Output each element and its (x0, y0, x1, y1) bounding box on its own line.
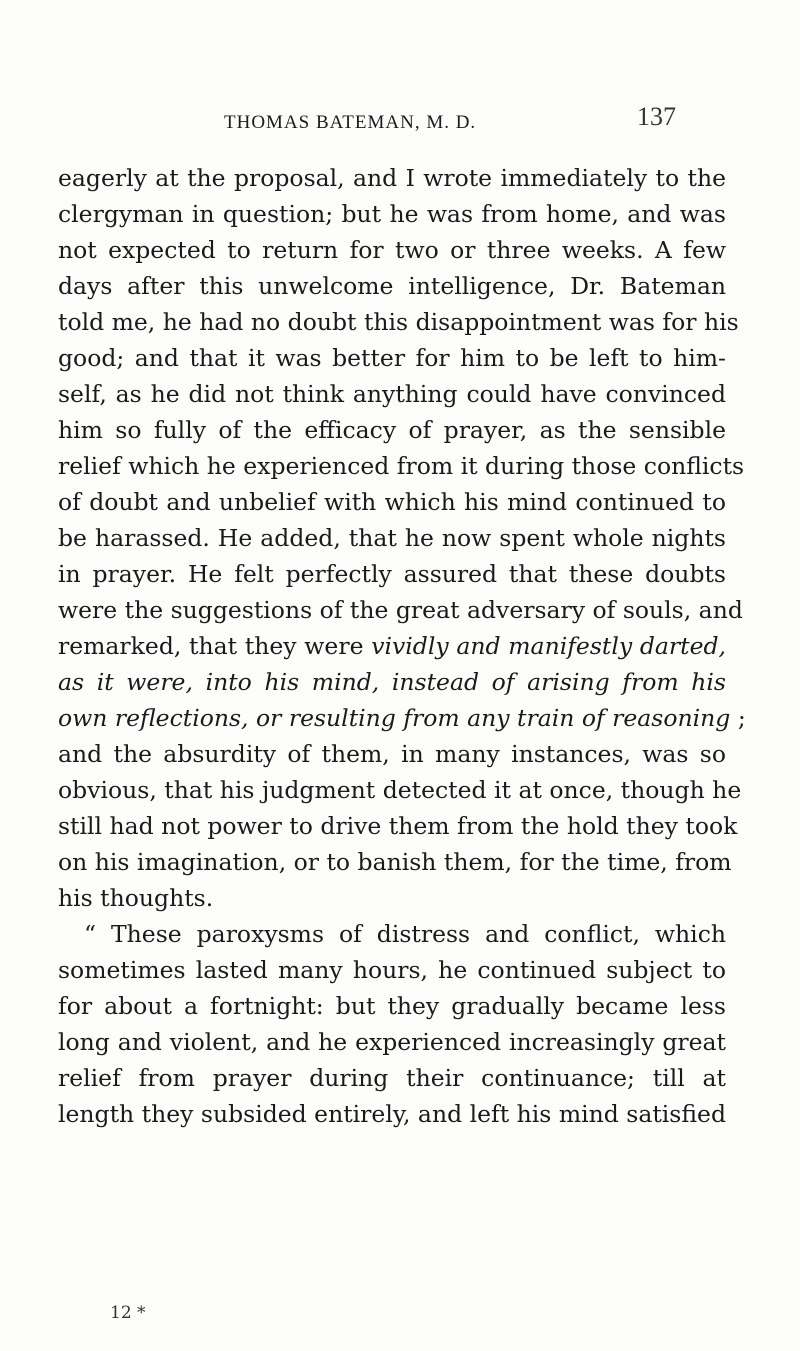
text-line-italic (58, 664, 726, 700)
text-line: relief which he experienced from it during those conflicts (58, 452, 745, 480)
italic-segment: vividly and manifestly darted, (371, 632, 726, 660)
text-line: long and violent, and he experienced increasingly great (58, 1028, 726, 1056)
text-line: told me, he had no doubt this disappointment was for his (58, 308, 739, 336)
text-line: him so fully of the efficacy of prayer, as the sensible (58, 416, 726, 444)
text-line: obvious, that his judgment detected it at once, though he (58, 776, 742, 804)
text-line: on his imagination, or to banish them, for the time, from (58, 848, 732, 876)
text-line: not expected to return for two or three weeks. A few (58, 236, 726, 264)
text-line: sometimes lasted many hours, he continued subject to (58, 956, 726, 984)
signature-mark: 12 * (110, 1303, 146, 1323)
text-line: be harassed. He added, that he now spent whole nights (58, 524, 726, 552)
italic-segment: own reflections, or resulting from any train of reasoning (58, 704, 731, 732)
text-line-mixed (58, 700, 746, 736)
text-line: of doubt and unbelief with which his mind continued to (58, 488, 726, 516)
page-number: 137 (637, 102, 676, 131)
text-line: length they subsided entirely, and left his mind satisfied (58, 1100, 726, 1128)
body-text (58, 160, 746, 1132)
running-header: THOMAS BATEMAN, M. D. (224, 112, 477, 133)
text-line-mixed (58, 628, 726, 664)
text-segment: remarked, that they were (58, 632, 372, 660)
text-line: still had not power to drive them from the hold they took (58, 812, 738, 840)
text-line: in prayer. He felt perfectly assured that these doubts (58, 560, 726, 588)
text-line: for about a fortnight: but they gradually became less (58, 992, 726, 1020)
text-line: his thoughts. (58, 884, 214, 912)
text-line: were the suggestions of the great adversary of souls, and (58, 596, 743, 624)
text-line: and the absurdity of them, in many instances, was so (58, 740, 726, 768)
text-line: “ These paroxysms of distress and conflict, which (84, 920, 726, 948)
text-line: clergyman in question; but he was from home, and was (58, 200, 726, 228)
italic-segment: as it were, into his mind, instead of arising from his (58, 668, 726, 696)
text-segment: ; (730, 704, 746, 732)
text-line: eagerly at the proposal, and I wrote immediately to the (58, 164, 726, 192)
text-line: self, as he did not think anything could have convinced (58, 380, 726, 408)
text-line: relief from prayer during their continuance; till at (58, 1064, 726, 1092)
text-line: days after this unwelcome intelligence, Dr. Bateman (58, 272, 726, 300)
text-line: good; and that it was better for him to be left to him- (58, 344, 726, 372)
